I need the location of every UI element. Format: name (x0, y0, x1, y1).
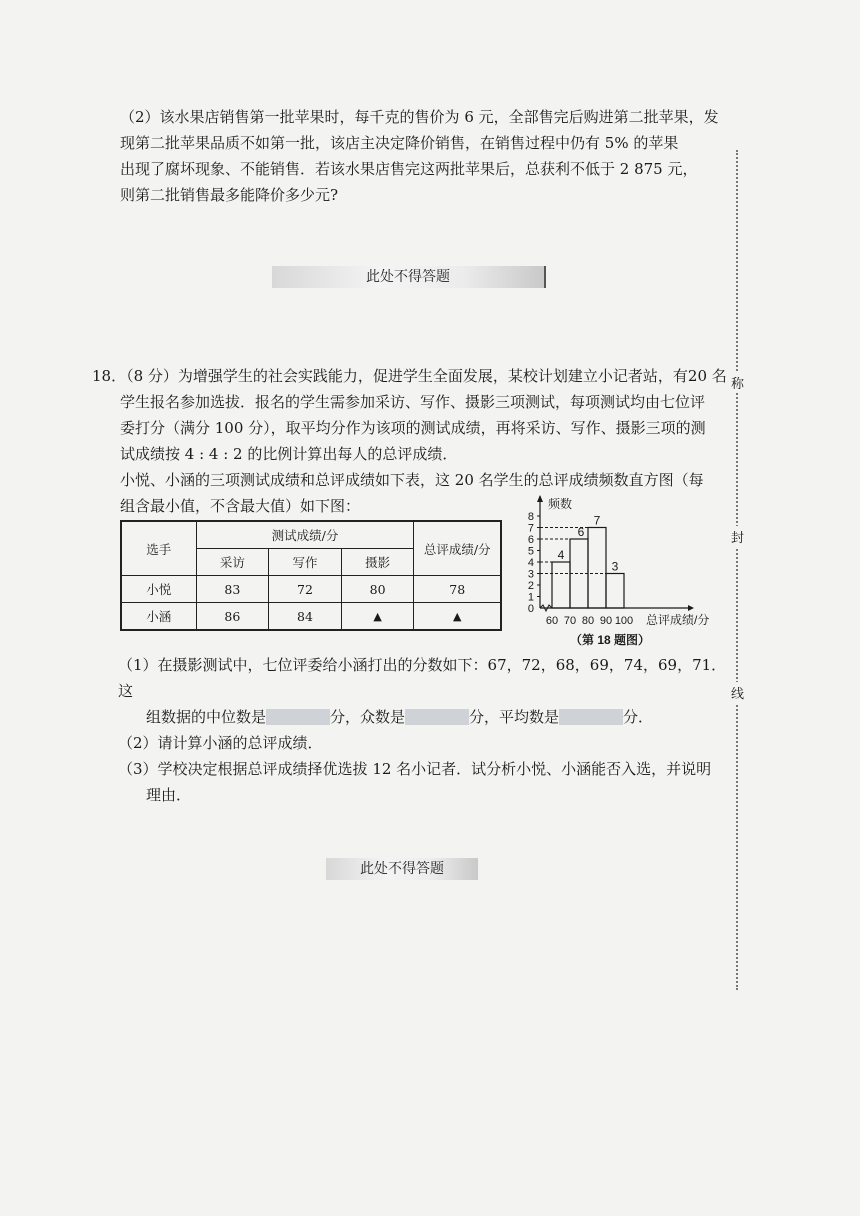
sub3-line-a: （3）学校决定根据总评成绩择优选拔 12 名小记者．试分析小悦、小涵能否入选，并说明 (118, 760, 712, 778)
cell-total: 78 (414, 576, 501, 603)
y-tick-label: 7 (527, 522, 534, 535)
header-test-scores: 测试成绩/分 (196, 521, 414, 549)
header-interview: 采访 (196, 549, 269, 576)
header-writing: 写作 (269, 549, 342, 576)
y-tick-label: 4 (527, 557, 534, 569)
mode-answer-blank[interactable] (405, 709, 469, 725)
cell-photo: ▲ (341, 603, 414, 631)
q18-line: 试成绩按 4 : 4 : 2 的比例计算出每人的总评成绩． (120, 445, 458, 463)
cell-interview: 83 (196, 576, 269, 603)
binding-line (736, 150, 738, 990)
margin-char: 线 (731, 682, 744, 703)
x-tick-label: 100 (614, 615, 634, 627)
median-answer-blank[interactable] (266, 709, 330, 725)
no-answer-banner: 此处不得答题 (326, 858, 478, 880)
histogram-bar (588, 528, 606, 609)
x-axis-label: 总评成绩/分 (646, 613, 710, 627)
cell-photo: 80 (341, 576, 414, 603)
mean-answer-blank[interactable] (559, 709, 623, 725)
q17-line: 则第二批销售最多能降价多少元? (120, 186, 339, 204)
table-row (121, 603, 501, 631)
chart-title: （第 18 题图） (569, 633, 651, 647)
q18-line: 学生报名参加选拔．报名的学生需参加采访、写作、摄影三项测试，每项测试均由七位评 (120, 393, 706, 411)
x-tick-label: 90 (599, 615, 613, 627)
q18-line: 组含最小值，不含最大值）如下图： (120, 497, 361, 515)
y-axis-arrow (537, 495, 543, 502)
histogram-bar (552, 562, 570, 608)
cell-name: 小涵 (121, 603, 196, 631)
score-table (120, 520, 502, 631)
q18-subquestions (118, 652, 738, 808)
cell-writing: 84 (269, 603, 342, 631)
y-tick-label: 6 (527, 534, 534, 546)
y-tick-label: 1 (527, 591, 534, 604)
y-tick-label: 3 (527, 568, 534, 581)
q18-line: 小悦、小涵的三项测试成绩和总评成绩如下表，这 20 名学生的总评成绩频数直方图（每 (120, 471, 704, 489)
bar-value-label: 6 (577, 525, 585, 539)
x-tick-label: 70 (563, 615, 577, 627)
table-row (121, 576, 501, 603)
y-tick-label: 0 (527, 603, 534, 615)
x-axis-arrow (688, 605, 694, 611)
bar-value-label: 4 (557, 548, 565, 562)
sub1-text: 组数据的中位数是 (146, 708, 267, 726)
cell-name: 小悦 (121, 576, 196, 603)
x-tick-label: 60 (545, 615, 559, 627)
cell-writing: 72 (269, 576, 342, 603)
header-photo: 摄影 (341, 549, 414, 576)
sub3-line-b: 理由． (146, 786, 192, 804)
no-answer-banner: 此处不得答题 (272, 266, 546, 288)
header-total-score: 总评成绩/分 (414, 521, 501, 576)
y-tick-label: 8 (527, 511, 534, 523)
header-player: 选手 (121, 521, 196, 576)
q18-line: 18．（8 分）为增强学生的社会实践能力，促进学生全面发展，某校计划建立小记者站，有20 名 (92, 367, 727, 385)
sub2-line: （2）请计算小涵的总评成绩． (118, 734, 323, 752)
cell-total: ▲ (414, 603, 501, 631)
sub1-line-b (118, 704, 738, 730)
q17-line: 现第二批苹果品质不如第一批，该店主决定降价销售，在销售过程中仍有 5% 的苹果 (120, 134, 679, 152)
x-tick-label: 80 (581, 615, 595, 627)
bar-value-label: 3 (611, 559, 619, 574)
frequency-histogram (520, 494, 730, 650)
bar-value-label: 7 (593, 513, 601, 528)
q17-part2 (120, 104, 730, 208)
sub1-text: 分，平均数是 (469, 708, 560, 726)
sub1-text: 分． (623, 708, 654, 726)
q17-line: 出现了腐坏现象、不能销售．若该水果店售完这两批苹果后，总获利不低于 2 875 元， (120, 160, 698, 178)
q18-line: 委打分（满分 100 分），取平均分作为该项的测试成绩，再将采访、写作、摄影三项的测 (120, 419, 706, 437)
histogram-bar (606, 574, 624, 609)
margin-char: 称 (731, 372, 744, 393)
q17-line: （2）该水果店销售第一批苹果时，每千克的售价为 6 元，全部售完后购进第二批苹果，发 (120, 108, 719, 126)
sub1-line-a: （1）在摄影测试中，七位评委给小涵打出的分数如下：67，72，68，69，74，69，71．这 (118, 656, 727, 700)
cell-interview: 86 (196, 603, 269, 631)
y-axis-label: 频数 (548, 497, 573, 511)
sub1-text: 分，众数是 (330, 708, 406, 726)
y-tick-label: 2 (527, 580, 534, 592)
y-tick-label: 5 (527, 545, 534, 558)
margin-char: 封 (731, 526, 744, 547)
